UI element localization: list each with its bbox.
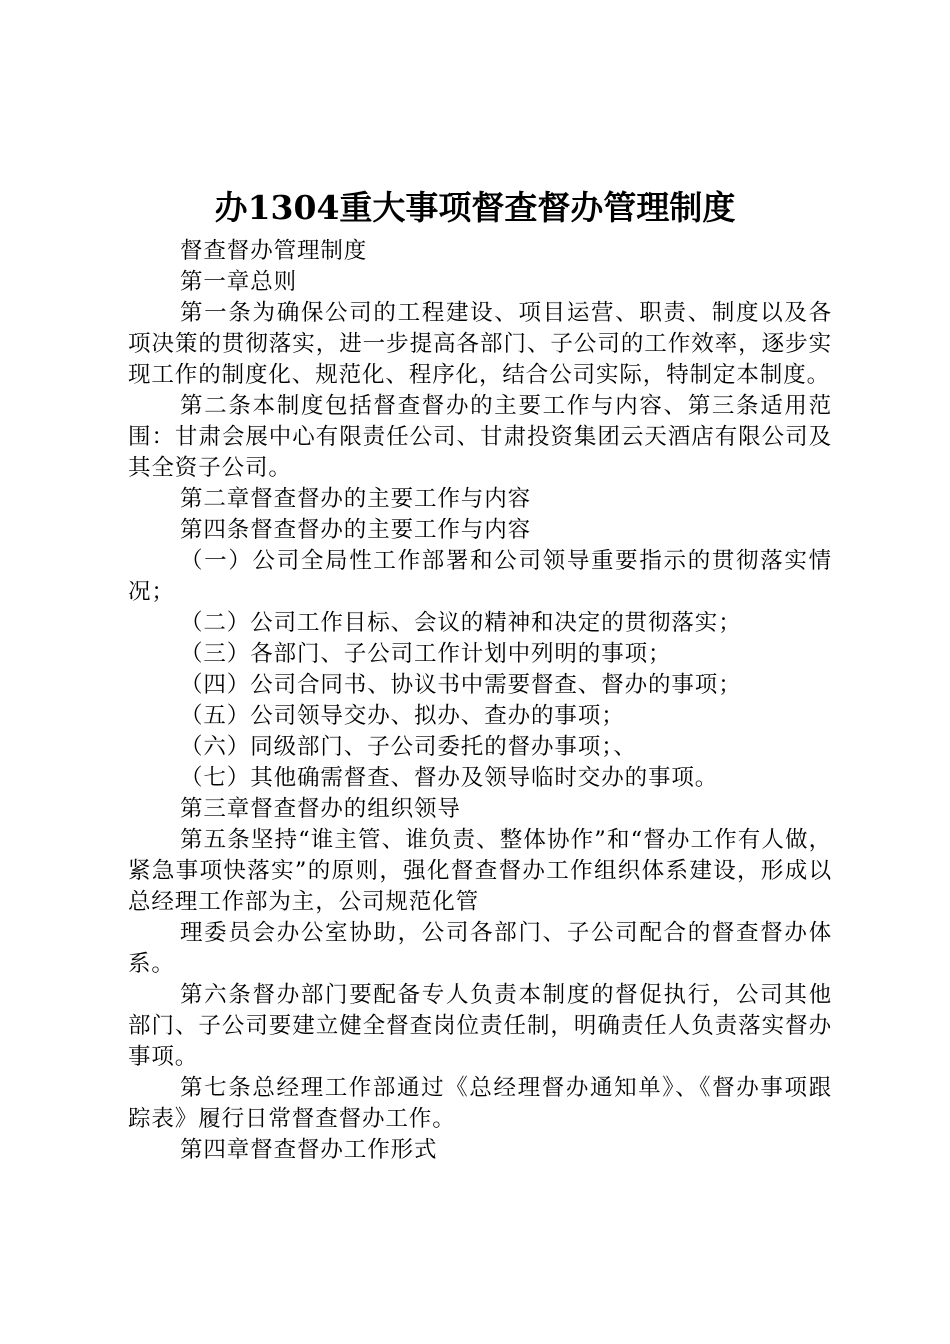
article-7: 第七条总经理工作部通过《总经理督办通知单》、《督办事项跟踪表》履行日常督查督办工作。 [128,1075,832,1132]
article-5-continued: 理委员会办公室协助，公司各部门、子公司配合的督查督办体系。 [128,920,832,977]
chapter-heading-4: 第四章督查督办工作形式 [180,1137,438,1163]
list-item-4: （四）公司合同书、协议书中需要督查、督办的事项； [180,672,742,698]
document-body [128,236,832,1166]
document-title: 办1304重大事项督查督办管理制度 [214,188,736,227]
article-5: 第五条坚持“谁主管、谁负责、整体协作”和“督办工作有人做，紧急事项快落实”的原则，强化督查督办工作组织体系建设，形成以总经理工作部为主，公司规范化管 [128,827,832,915]
article-6: 第六条督办部门要配备专人负责本制度的督促执行，公司其他部门、子公司要建立健全督查岗位责任制，明确责任人负责落实督办事项。 [128,982,832,1070]
list-item-3: （三）各部门、子公司工作计划中列明的事项； [180,641,672,667]
list-item-1: （一）公司全局性工作部署和公司领导重要指示的贯彻落实情况； [128,548,832,605]
list-item-7: （七）其他确需督查、督办及领导临时交办的事项。 [180,765,719,791]
chapter-heading-2: 第二章督查督办的主要工作与内容 [180,486,532,512]
paragraph-subtitle: 督查督办管理制度 [180,238,368,264]
article-1: 第一条为确保公司的工程建设、项目运营、职责、制度以及各项决策的贯彻落实，进一步提高各部门、子公司的工作效率，逐步实现工作的制度化、规范化、程序化，结合公司实际，特制定本制度。 [128,300,832,388]
list-item-2: （二）公司工作目标、会议的精神和决定的贯彻落实； [180,610,742,636]
chapter-heading-3: 第三章督查督办的组织领导 [180,796,461,822]
list-item-5: （五）公司领导交办、拟办、查办的事项； [180,703,625,729]
list-item-6: （六）同级部门、子公司委托的督办事项；、 [180,734,637,760]
article-4: 第四条督查督办的主要工作与内容 [180,517,532,543]
article-2-3: 第二条本制度包括督查督办的主要工作与内容、第三条适用范围：甘肃会展中心有限责任公司、甘肃投资集团云天酒店有限公司及其全资子公司。 [128,393,832,481]
chapter-heading-1: 第一章总则 [180,269,298,295]
